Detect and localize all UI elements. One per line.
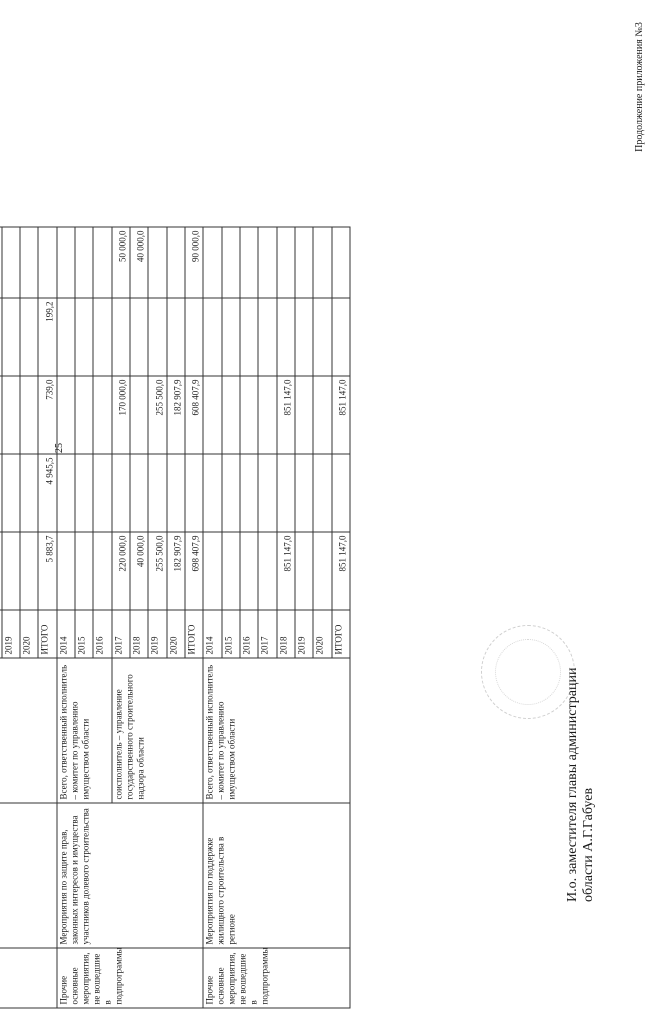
value-cell-c6: 255 500,0 bbox=[148, 376, 166, 454]
program-table-rotated bbox=[0, 228, 351, 1009]
year-cell: ИТОГО bbox=[185, 610, 203, 658]
value-cell-c7 bbox=[222, 298, 240, 376]
measure-cell: Мероприятия по защите прав, законных интересов и имущества участников долевого строительства bbox=[57, 803, 204, 948]
value-cell-c5 bbox=[277, 454, 295, 532]
value-cell-c5 bbox=[240, 454, 258, 532]
value-cell-c6: 851 147,0 bbox=[277, 376, 295, 454]
value-cell-c6 bbox=[57, 376, 75, 454]
value-cell-c5 bbox=[203, 454, 221, 532]
value-cell-c5 bbox=[258, 454, 276, 532]
value-cell-c5 bbox=[112, 454, 130, 532]
year-cell: 2017 bbox=[258, 610, 276, 658]
value-cell-c5 bbox=[93, 454, 111, 532]
program-funding-table bbox=[0, 227, 351, 1009]
value-cell-c7 bbox=[112, 298, 130, 376]
table-body bbox=[0, 227, 350, 1008]
value-cell-c8 bbox=[240, 227, 258, 298]
table-row bbox=[57, 227, 75, 1008]
year-cell: 2014 bbox=[57, 610, 75, 658]
value-cell-c5 bbox=[148, 454, 166, 532]
value-cell-c7 bbox=[93, 298, 111, 376]
value-cell-c6: 170 000,0 bbox=[112, 376, 130, 454]
value-cell-c6: 182 907,9 bbox=[167, 376, 185, 454]
page-title: Продолжение приложения №3 bbox=[634, 22, 645, 152]
value-cell-c8 bbox=[20, 227, 38, 298]
value-cell-c7 bbox=[185, 298, 203, 376]
value-cell-c6: 608 407,9 bbox=[185, 376, 203, 454]
value-cell-c8 bbox=[2, 227, 20, 298]
executor-cell bbox=[0, 658, 57, 803]
page-number: 25 bbox=[54, 443, 65, 453]
value-cell-c5 bbox=[222, 454, 240, 532]
value-cell-c7 bbox=[20, 298, 38, 376]
value-cell-c6 bbox=[203, 376, 221, 454]
value-cell-c4 bbox=[258, 532, 276, 610]
value-cell-c4: 220 000,0 bbox=[112, 532, 130, 610]
value-cell-c6 bbox=[222, 376, 240, 454]
year-cell: 2017 bbox=[112, 610, 130, 658]
value-cell-c8 bbox=[313, 227, 331, 298]
value-cell-c6 bbox=[75, 376, 93, 454]
value-cell-c4 bbox=[75, 532, 93, 610]
value-cell-c4 bbox=[2, 532, 20, 610]
value-cell-c5 bbox=[332, 454, 350, 532]
table-row bbox=[203, 227, 221, 1008]
value-cell-c7 bbox=[240, 298, 258, 376]
value-cell-c4 bbox=[93, 532, 111, 610]
value-cell-c5 bbox=[167, 454, 185, 532]
value-cell-c6 bbox=[258, 376, 276, 454]
value-cell-c7: 199,2 bbox=[38, 298, 56, 376]
value-cell-c8 bbox=[75, 227, 93, 298]
value-cell-c7 bbox=[148, 298, 166, 376]
value-cell-c4 bbox=[20, 532, 38, 610]
official-seal-inner-ring bbox=[495, 639, 561, 705]
year-cell: 2020 bbox=[313, 610, 331, 658]
program-cell bbox=[0, 948, 57, 1008]
value-cell-c6 bbox=[93, 376, 111, 454]
value-cell-c8 bbox=[203, 227, 221, 298]
coexecutor-cell: соисполнитель – управление государственного строительного надзора области bbox=[112, 658, 204, 803]
value-cell-c5 bbox=[295, 454, 313, 532]
value-cell-c4: 5 883,7 bbox=[38, 532, 56, 610]
value-cell-c8 bbox=[332, 227, 350, 298]
value-cell-c4 bbox=[240, 532, 258, 610]
value-cell-c8: 50 000,0 bbox=[112, 227, 130, 298]
value-cell-c8 bbox=[57, 227, 75, 298]
year-cell: 2020 bbox=[20, 610, 38, 658]
value-cell-c6: 739,0 bbox=[38, 376, 56, 454]
value-cell-c7 bbox=[167, 298, 185, 376]
value-cell-c6 bbox=[20, 376, 38, 454]
value-cell-c7 bbox=[130, 298, 148, 376]
value-cell-c6 bbox=[2, 376, 20, 454]
signature-line-name: области А.Г.Габуев bbox=[581, 787, 596, 902]
value-cell-c7 bbox=[258, 298, 276, 376]
program-cell: Прочие основные мероприятия, не вошедшие в подпрограммы bbox=[57, 948, 204, 1008]
value-cell-c7 bbox=[57, 298, 75, 376]
value-cell-c8 bbox=[93, 227, 111, 298]
value-cell-c8: 40 000,0 bbox=[130, 227, 148, 298]
value-cell-c4 bbox=[295, 532, 313, 610]
program-cell: Прочие основные мероприятия, не вошедшие в подпрограммы bbox=[203, 948, 350, 1008]
value-cell-c8 bbox=[222, 227, 240, 298]
year-cell: ИТОГО bbox=[332, 610, 350, 658]
value-cell-c4 bbox=[313, 532, 331, 610]
measure-cell: Мероприятия по поддержке жилищного строительства в регионе bbox=[203, 803, 350, 948]
value-cell-c6: 851 147,0 bbox=[332, 376, 350, 454]
executor-cell: Всего, ответственный исполнитель – комитет по управлению имуществом области bbox=[203, 658, 350, 803]
year-cell: 2015 bbox=[222, 610, 240, 658]
signature-line-position: И.о. заместителя главы администрации bbox=[565, 667, 580, 902]
value-cell-c5 bbox=[57, 454, 75, 532]
value-cell-c8 bbox=[295, 227, 313, 298]
year-cell: 2020 bbox=[167, 610, 185, 658]
value-cell-c4: 851 147,0 bbox=[332, 532, 350, 610]
year-cell: 2018 bbox=[130, 610, 148, 658]
value-cell-c8: 90 000,0 bbox=[185, 227, 203, 298]
value-cell-c4 bbox=[57, 532, 75, 610]
value-cell-c6 bbox=[295, 376, 313, 454]
value-cell-c7 bbox=[203, 298, 221, 376]
value-cell-c6 bbox=[313, 376, 331, 454]
value-cell-c6 bbox=[240, 376, 258, 454]
year-cell: 2015 bbox=[75, 610, 93, 658]
value-cell-c7 bbox=[2, 298, 20, 376]
value-cell-c7 bbox=[332, 298, 350, 376]
value-cell-c5 bbox=[313, 454, 331, 532]
year-cell: 2016 bbox=[240, 610, 258, 658]
value-cell-c7 bbox=[75, 298, 93, 376]
value-cell-c8 bbox=[258, 227, 276, 298]
value-cell-c5 bbox=[185, 454, 203, 532]
year-cell: 2016 bbox=[93, 610, 111, 658]
value-cell-c5 bbox=[130, 454, 148, 532]
year-cell: 2019 bbox=[295, 610, 313, 658]
value-cell-c4 bbox=[203, 532, 221, 610]
value-cell-c5: 4 945,5 bbox=[38, 454, 56, 532]
value-cell-c8 bbox=[167, 227, 185, 298]
value-cell-c5 bbox=[20, 454, 38, 532]
executor-cell: Всего, ответственный исполнитель – комитет по управлению имуществом области bbox=[57, 658, 112, 803]
value-cell-c6 bbox=[130, 376, 148, 454]
year-cell: 2019 bbox=[148, 610, 166, 658]
value-cell-c8 bbox=[277, 227, 295, 298]
year-cell: ИТОГО bbox=[38, 610, 56, 658]
value-cell-c5 bbox=[2, 454, 20, 532]
value-cell-c4: 255 500,0 bbox=[148, 532, 166, 610]
value-cell-c8 bbox=[38, 227, 56, 298]
value-cell-c5 bbox=[75, 454, 93, 532]
value-cell-c7 bbox=[313, 298, 331, 376]
value-cell-c7 bbox=[295, 298, 313, 376]
value-cell-c4: 40 000,0 bbox=[130, 532, 148, 610]
year-cell: 2018 bbox=[277, 610, 295, 658]
year-cell: 2019 bbox=[2, 610, 20, 658]
value-cell-c4: 851 147,0 bbox=[277, 532, 295, 610]
year-cell: 2014 bbox=[203, 610, 221, 658]
value-cell-c4: 698 407,9 bbox=[185, 532, 203, 610]
value-cell-c4 bbox=[222, 532, 240, 610]
value-cell-c8 bbox=[148, 227, 166, 298]
value-cell-c7 bbox=[277, 298, 295, 376]
measure-cell bbox=[0, 803, 57, 948]
value-cell-c4: 182 907,9 bbox=[167, 532, 185, 610]
signature-block bbox=[565, 592, 605, 902]
